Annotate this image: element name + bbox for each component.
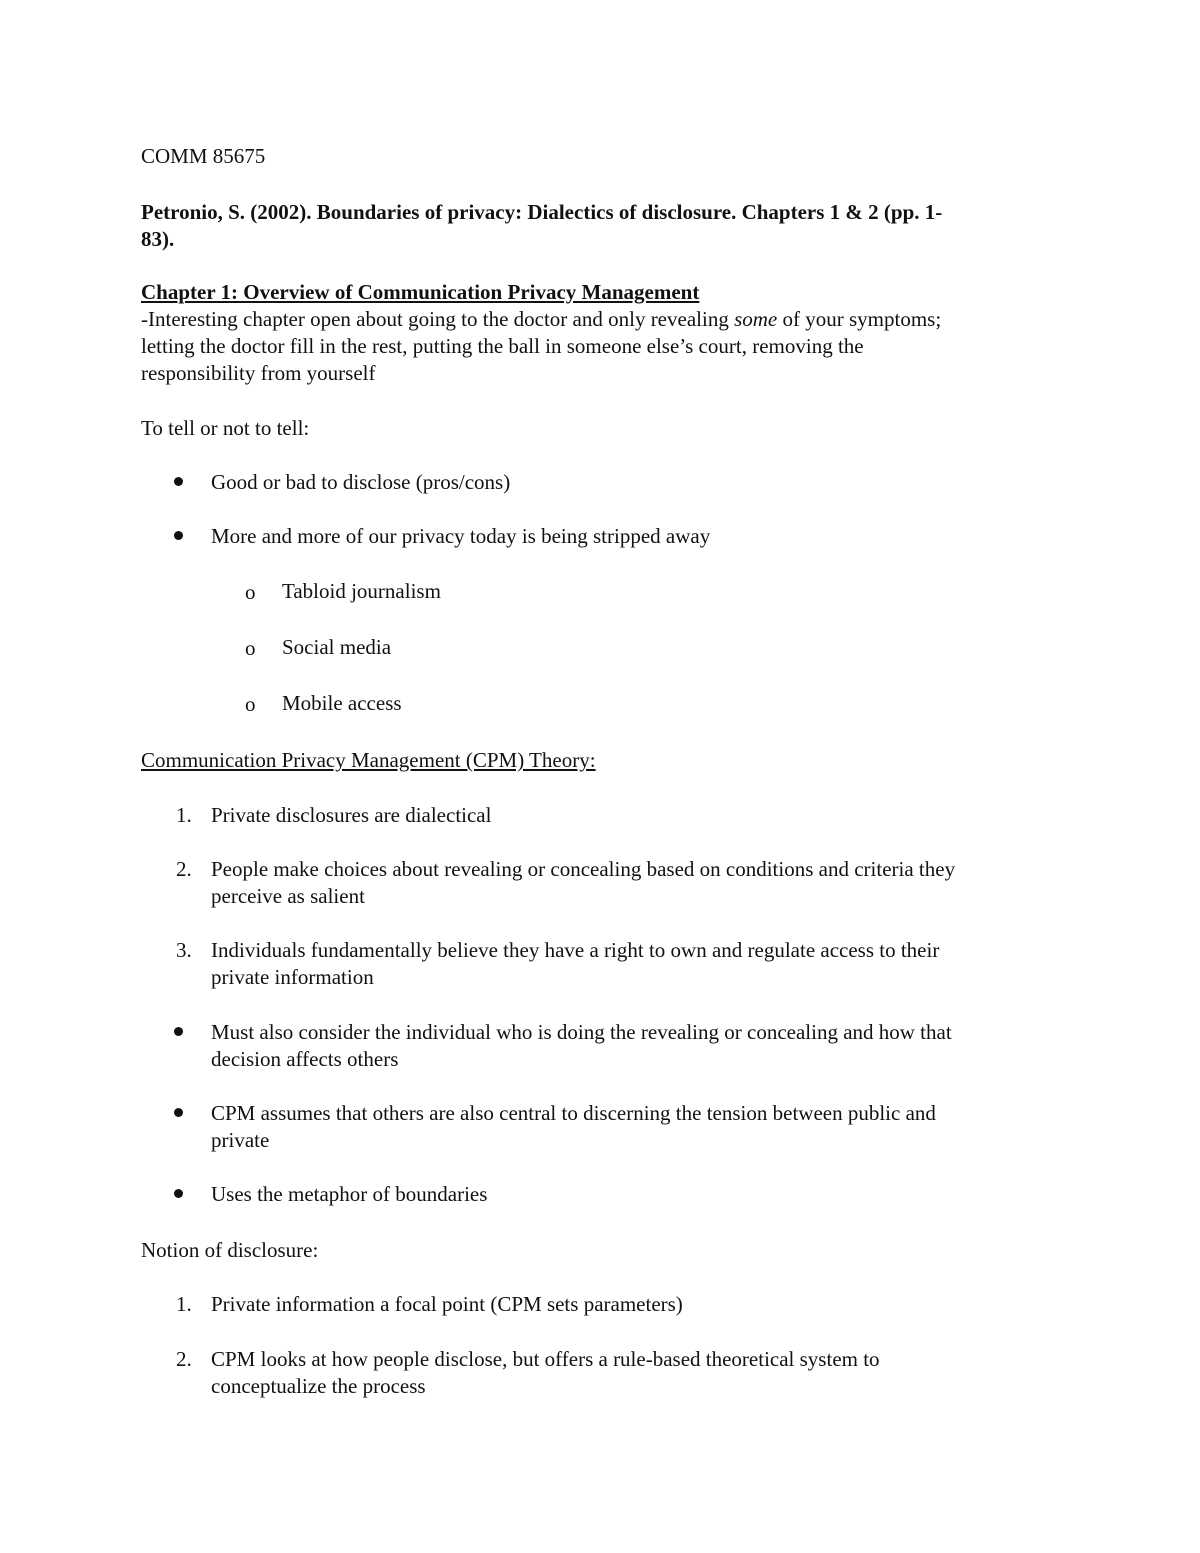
- cpm-section-label: Communication Privacy Management (CPM) Theory:: [141, 748, 596, 772]
- list-item-line: private information: [211, 965, 374, 989]
- list-number: 2.: [176, 1347, 192, 1371]
- list-item-line: private: [211, 1128, 270, 1152]
- list-item-line: Must also consider the individual who is doing the revealing or concealing and how that: [211, 1020, 952, 1044]
- cpm-numbered-1: [211, 802, 1111, 829]
- sub-bullet-marker: o: [245, 692, 256, 716]
- sub-item-3: Mobile access: [282, 691, 402, 715]
- disclosure-section-label: Notion of disclosure:: [141, 1238, 319, 1262]
- chapter-heading: Chapter 1: Overview of Communication Privacy Management: [141, 280, 700, 304]
- tell-bullet-1: Good or bad to disclose (pros/cons): [211, 470, 511, 494]
- cpm-bullet-3: [211, 1181, 1111, 1208]
- chapter-intro-line-1: [141, 306, 941, 333]
- sub-item-2: Social media: [282, 635, 392, 659]
- cpm-bullet-2: [211, 1100, 1111, 1154]
- list-number: 1.: [176, 1292, 192, 1316]
- list-item-line: Individuals fundamentally believe they have a right to own and regulate access to their: [211, 938, 940, 962]
- list-number: 3.: [176, 938, 192, 962]
- list-item-line: People make choices about revealing or concealing based on conditions and criteria they: [211, 857, 956, 881]
- list-item-line: perceive as salient: [211, 884, 365, 908]
- citation-line-1: Petronio, S. (2002). Boundaries of privacy: Dialectics of disclosure. Chapters 1 & 2 (pp. 1-: [141, 200, 943, 224]
- tell-section-label: To tell or not to tell:: [141, 416, 310, 440]
- bullet-dot: [174, 1108, 183, 1117]
- bullet-dot: [174, 1027, 183, 1036]
- list-number: 1.: [176, 803, 192, 827]
- cpm-numbered-2: [211, 856, 1111, 910]
- list-item-line: CPM assumes that others are also central to discerning the tension between public and: [211, 1101, 936, 1125]
- list-item-line: decision affects others: [211, 1047, 399, 1071]
- bullet-dot: [174, 477, 183, 486]
- intro-text-before: -Interesting chapter open about going to the doctor and only revealing: [141, 307, 735, 331]
- list-item-line: Private information a focal point (CPM sets parameters): [211, 1292, 683, 1316]
- bullet-dot: [174, 531, 183, 540]
- intro-text-after: of your symptoms;: [777, 307, 942, 331]
- intro-emphasis: some: [734, 307, 778, 331]
- cpm-numbered-3: [211, 937, 1111, 991]
- disclosure-numbered-2: [211, 1346, 1111, 1400]
- list-item-line: CPM looks at how people disclose, but offers a rule-based theoretical system to: [211, 1347, 880, 1371]
- chapter-intro-line-2: letting the doctor fill in the rest, putting the ball in someone else’s court, removing the: [141, 334, 864, 358]
- list-item-line: Private disclosures are dialectical: [211, 803, 492, 827]
- chapter-intro-line-3: responsibility from yourself: [141, 361, 376, 385]
- disclosure-numbered-1: [211, 1291, 1111, 1318]
- list-number: 2.: [176, 857, 192, 881]
- cpm-bullet-1: [211, 1019, 1111, 1073]
- sub-bullet-marker: o: [245, 636, 256, 660]
- list-item-line: Uses the metaphor of boundaries: [211, 1182, 488, 1206]
- sub-item-1: Tabloid journalism: [282, 579, 441, 603]
- tell-bullet-2: More and more of our privacy today is being stripped away: [211, 524, 711, 548]
- bullet-dot: [174, 1189, 183, 1198]
- citation-line-2: 83).: [141, 227, 175, 251]
- sub-bullet-marker: o: [245, 580, 256, 604]
- course-code: COMM 85675: [141, 144, 266, 168]
- list-item-line: conceptualize the process: [211, 1374, 426, 1398]
